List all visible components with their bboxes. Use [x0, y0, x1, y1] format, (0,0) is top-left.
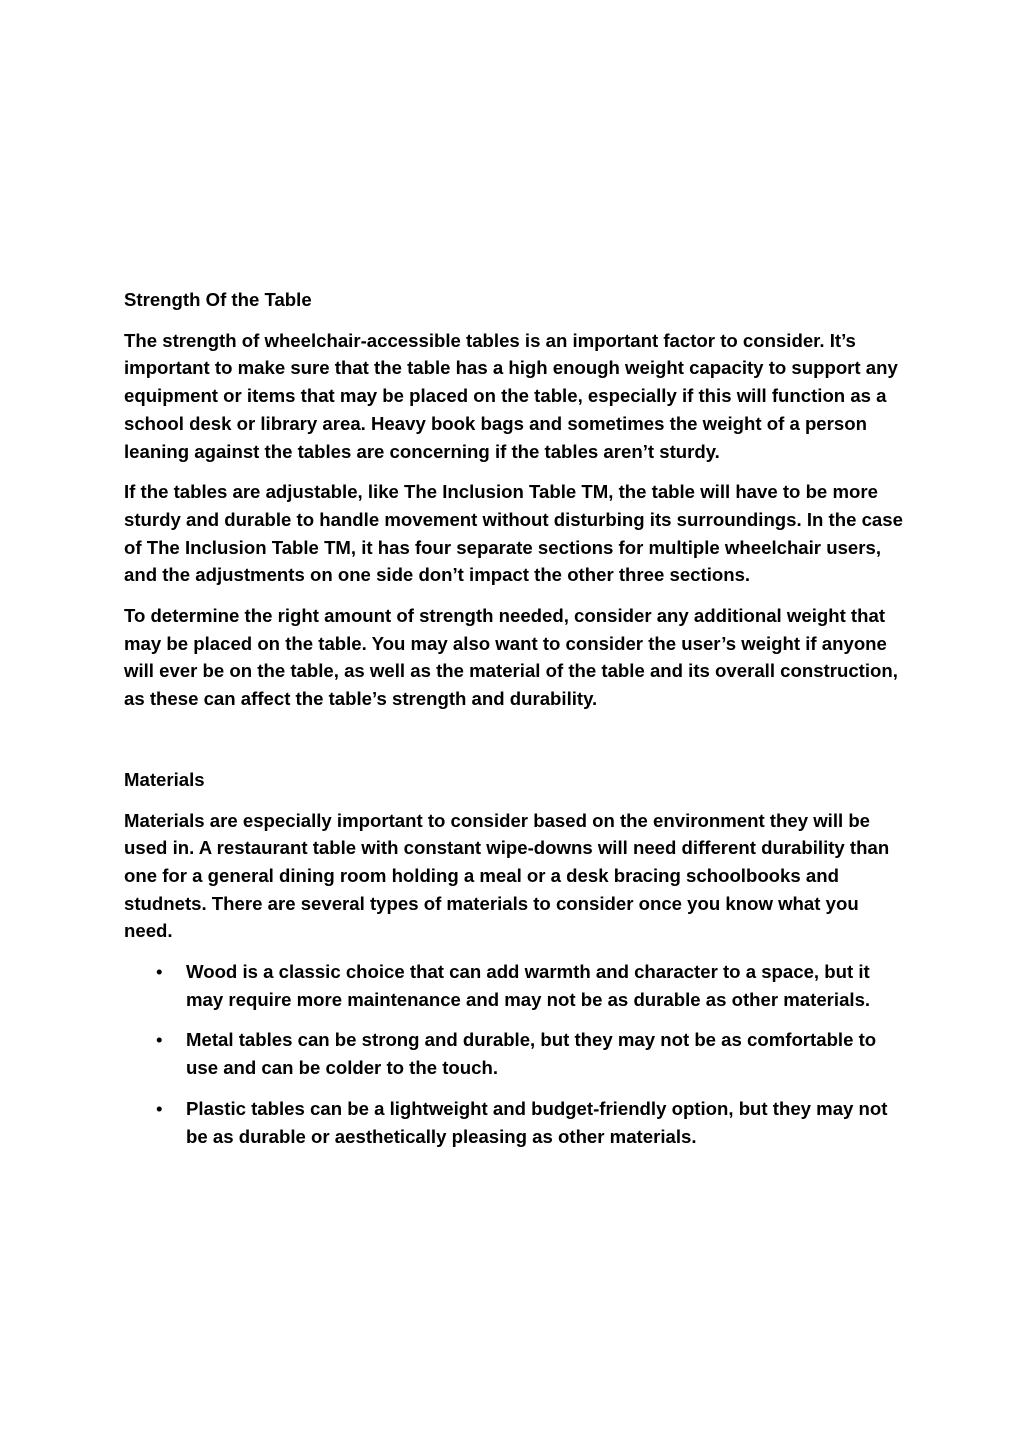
paragraph-strength-intro: The strength of wheelchair-accessible tables is an important factor to consider. It’s important to make sure that the table has a high enough weight capacity to support any equipment or items that may be placed on the table, especially if this will function as a school desk or library area. Heavy book bags and sometimes the weight of a person leaning against the tables are concerning if the tables aren’t sturdy. — [124, 329, 898, 462]
bullet-icon: • — [156, 1097, 163, 1119]
list-item-plastic — [124, 1095, 904, 1150]
document-page — [124, 286, 904, 1163]
paragraph-determine-strength: To determine the right amount of strength needed, consider any additional weight that may be placed on the table. You may also want to consider the user’s weight if anyone will ever be on the table, as well as the material of the table and its overall construction, as these can affect the table’s strength and durability. — [124, 605, 898, 710]
bullet-icon: • — [156, 961, 163, 983]
section-materials — [124, 766, 904, 1150]
section-strength — [124, 286, 904, 713]
paragraph-adjustable-tables: If the tables are adjustable, like The Inclusion Table TM, the table will have to be more sturdy and durable to handle movement without disturbing its surroundings. In the case of The Inclusion Table TM, it has four separate sections for multiple wheelchair users, and the adjustments on one side don’t impact the other three sections. — [124, 481, 903, 586]
paragraph-materials-intro: Materials are especially important to consider based on the environment they will be used in. A restaurant table with constant wipe-downs will need different durability than one for a general dining room holding a meal or a desk bracing schoolbooks and studnets. There are several types of materials to consider once you know what you need. — [124, 809, 890, 942]
section-spacer — [124, 726, 904, 766]
list-item-text: Metal tables can be strong and durable, but they may not be as comfortable to use and can be colder to the touch. — [186, 1029, 877, 1079]
list-item-text: Plastic tables can be a lightweight and budget-friendly option, but they may not be as durable or aesthetically pleasing as other materials. — [186, 1097, 888, 1147]
heading-strength-of-the-table: Strength Of the Table — [124, 289, 312, 310]
list-item-text: Wood is a classic choice that can add warmth and character to a space, but it may require more maintenance and may not be as durable as other materials. — [186, 961, 871, 1010]
list-item-wood — [124, 958, 904, 1013]
list-item-metal — [124, 1026, 904, 1081]
materials-bullet-list — [124, 958, 904, 1150]
bullet-icon: • — [156, 1029, 163, 1051]
heading-materials: Materials — [124, 768, 205, 790]
